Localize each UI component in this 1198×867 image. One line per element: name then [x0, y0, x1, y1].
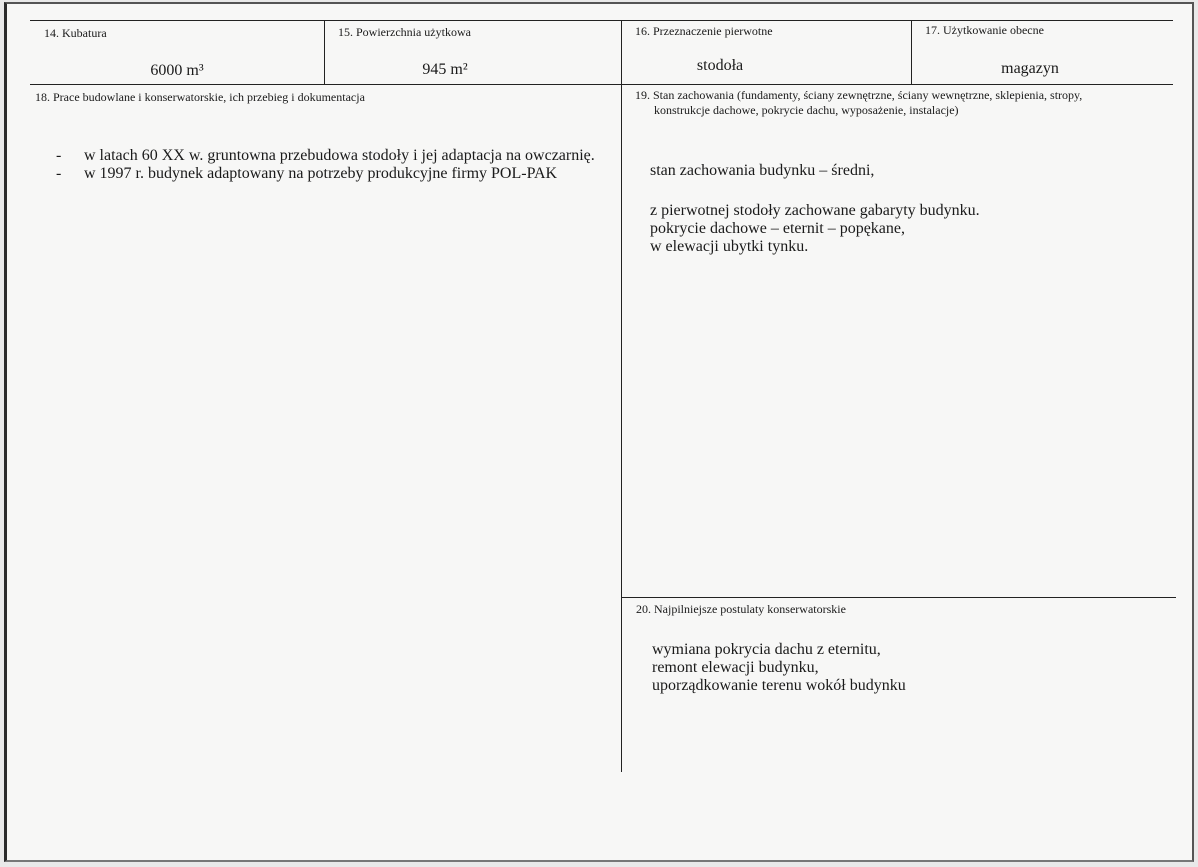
list-item: - w 1997 r. budynek adaptowany na potrzeby produkcyjne firmy POL-PAK	[56, 165, 596, 183]
row1-bottom-rule	[30, 84, 1173, 85]
przeznaczenie-value: stodoła	[696, 57, 744, 74]
form-sheet	[4, 2, 1194, 862]
section20-top-rule	[621, 597, 1176, 598]
top-rule	[30, 20, 1173, 21]
list-item: - w latach 60 XX w. gruntowna przebudowa stodoły i jej adaptacja na owczarnię.	[56, 147, 596, 165]
stan-zachowania-line: stan zachowania budynku – średni,	[650, 162, 875, 179]
col-divider-1	[324, 20, 325, 85]
postulaty-label: 20. Najpilniejsze postulaty konserwatorskie	[636, 602, 846, 616]
kubatura-label: 14. Kubatura	[44, 26, 107, 40]
postulaty-line: remont elewacji budynku,	[652, 659, 819, 676]
stan-zachowania-label-line2: konstrukcje dachowe, pokrycie dachu, wyposażenie, instalacje)	[654, 103, 959, 117]
uzytkowanie-label: 17. Użytkowanie obecne	[925, 23, 1044, 37]
stan-zachowania-line: pokrycie dachowe – eternit – popękane,	[650, 220, 906, 237]
postulaty-line: uporządkowanie terenu wokół budynku	[652, 677, 906, 694]
uzytkowanie-value: magazyn	[1001, 60, 1059, 77]
stan-zachowania-line: w elewacji ubytki tynku.	[650, 238, 809, 255]
powierzchnia-value: 945 m²	[422, 61, 468, 78]
stan-zachowania-text	[650, 162, 980, 256]
col-divider-3	[911, 20, 912, 85]
stan-zachowania-line: z pierwotnej stodoły zachowane gabaryty budynku.	[650, 202, 980, 219]
powierzchnia-label: 15. Powierzchnia użytkowa	[338, 25, 471, 39]
prace-budowlane-list	[56, 147, 596, 183]
main-column-divider	[621, 20, 622, 772]
stan-zachowania-label-line1: 19. Stan zachowania (fundamenty, ściany zewnętrzne, ściany wewnętrzne, sklepienia, stropy,	[635, 88, 1083, 102]
kubatura-value: 6000 m³	[150, 62, 204, 79]
przeznaczenie-label: 16. Przeznaczenie pierwotne	[635, 24, 773, 38]
prace-budowlane-label: 18. Prace budowlane i konserwatorskie, ich przebieg i dokumentacja	[35, 90, 365, 104]
postulaty-text	[652, 641, 906, 695]
postulaty-line: wymiana pokrycia dachu z eternitu,	[652, 641, 881, 658]
